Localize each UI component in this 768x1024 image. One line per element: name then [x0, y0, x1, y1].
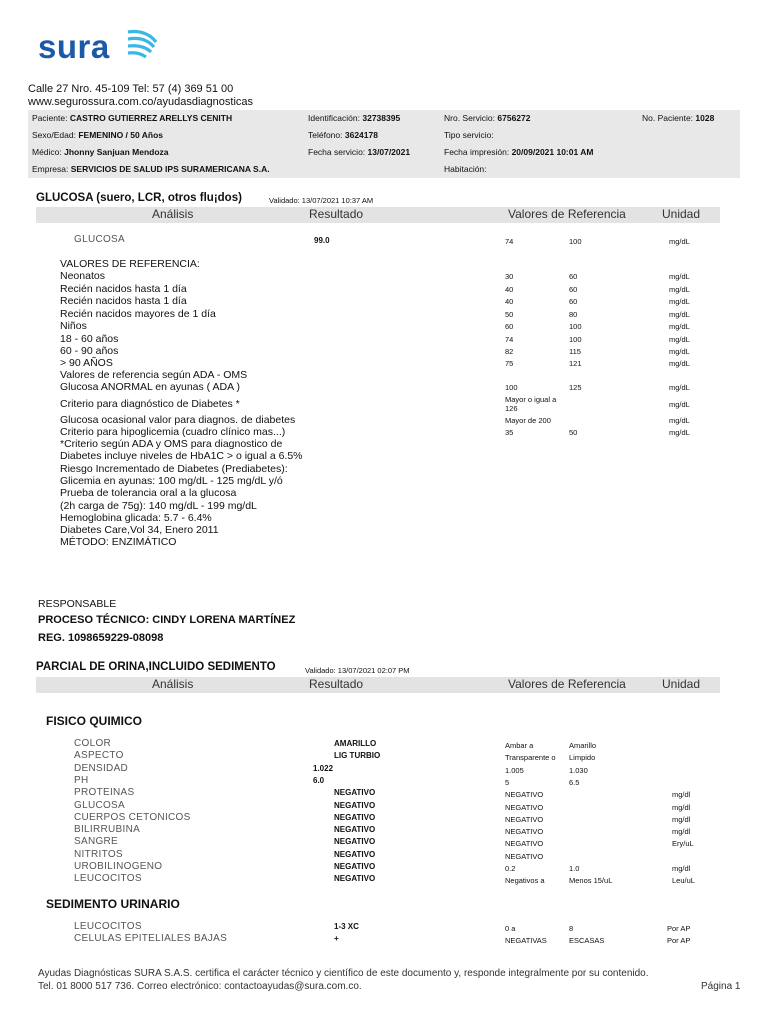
logo-text: sura: [38, 28, 110, 65]
glucosa-ref-max: 100: [569, 237, 582, 246]
fisico-quimico-title: FISICO QUIMICO: [46, 714, 142, 728]
glucosa-header-bar: [36, 207, 720, 223]
ref-row-max: 115: [569, 347, 581, 356]
ref-row-label: > 90 AÑOS: [60, 357, 113, 369]
fq-ref-max: 1.0: [569, 864, 580, 873]
fq-test-name: BILIRRUBINA: [74, 824, 141, 836]
service-number: Nro. Servicio: 6756272: [444, 113, 531, 123]
fq-ref-min: 1.005: [505, 765, 524, 775]
fq-ref-max: 6.5: [569, 777, 580, 787]
fq-result: AMARILLO: [334, 739, 377, 748]
fq-test-name: SANGRE: [74, 836, 119, 848]
sed-result: +: [334, 934, 339, 944]
ref-row-unit: mg/dL: [669, 335, 690, 344]
fq-ref-min: NEGATIVO: [505, 814, 544, 824]
ref-row-unit: mg/dL: [669, 359, 690, 368]
fq-test-name: NITRITOS: [74, 848, 123, 860]
fq-ref-min: NEGATIVO: [505, 827, 544, 837]
sex-age: Sexo/Edad: FEMENINO / 50 Años: [32, 130, 164, 140]
note-line: Glicemia en ayunas: 100 mg/dL - 125 mg/dL y/ó: [60, 474, 283, 487]
ref-row-min: 30: [505, 272, 514, 281]
note-line: Diabetes incluye niveles de HbA1C > o igual a 6.5%: [60, 450, 303, 463]
ref-row-label: Valores de referencia según ADA - OMS: [60, 369, 248, 381]
ref-row-max: 100: [569, 335, 582, 344]
ref-row-max: 121: [569, 359, 582, 368]
fq-unit: Ery/uL: [672, 839, 694, 849]
ref-row-label: 60 - 90 años: [60, 345, 119, 357]
ref-row-label: 18 - 60 años: [60, 333, 119, 345]
patient-id: Identificación: 32738395: [308, 113, 401, 123]
fq-test-name: LEUCOCITOS: [74, 873, 142, 885]
ref-row-min: 60: [505, 322, 514, 331]
glucosa-unit: mg/dL: [669, 237, 690, 246]
header-unidad: Unidad: [662, 677, 701, 691]
ocasional-unit: mg/dL: [669, 416, 690, 425]
fq-ref-min: 5: [505, 777, 510, 787]
ref-row-max: 80: [569, 310, 578, 319]
ref-row-label: Recién nacidos mayores de 1 día: [60, 308, 216, 320]
header-analisis: Análisis: [152, 207, 194, 221]
print-date: Fecha impresión: 20/09/2021 10:01 AM: [444, 147, 594, 157]
note-line: MÉTODO: ENZIMÁTICO: [60, 536, 177, 549]
header-resultado: Resultado: [309, 207, 364, 221]
service-type: Tipo servicio:: [444, 130, 494, 140]
orina-title: PARCIAL DE ORINA,INCLUIDO SEDIMENTO: [36, 661, 276, 673]
fq-ref-min: NEGATIVO: [505, 802, 544, 812]
note-line: *Criterio según ADA y OMS para diagnostico de: [60, 438, 283, 450]
fq-ref-min: NEGATIVO: [505, 790, 544, 800]
criterio-dx-unit: mg/dL: [669, 400, 690, 409]
sura-wave-icon: [126, 26, 160, 66]
address-line-1: Calle 27 Nro. 45-109 Tel: 57 (4) 369 51 00: [28, 83, 234, 95]
ref-row-label: VALORES DE REFERENCIA:: [60, 258, 200, 270]
fq-result: NEGATIVO: [334, 788, 376, 798]
ref-row-max: 60: [569, 272, 578, 281]
ref-row-unit: mg/dL: [669, 322, 690, 331]
sed-test-name: CELULAS EPITELIALES BAJAS: [74, 933, 228, 945]
fq-result: 6.0: [313, 775, 325, 785]
fq-ref-min: Negativos a: [505, 876, 545, 886]
fq-result: NEGATIVO: [334, 862, 376, 871]
fq-result: NEGATIVO: [334, 812, 376, 822]
ref-row-unit: mg/dL: [669, 285, 690, 294]
ocasional-ref: Mayor de 200: [505, 416, 551, 425]
ref-row-min: 50: [505, 310, 514, 319]
ref-row-label: Recién nacidos hasta 1 día: [60, 283, 187, 295]
registro: REG. 1098659229-08098: [38, 632, 164, 644]
sed-result: 1-3 XC: [334, 922, 359, 931]
glucosa-validated: Validado: 13/07/2021 10:37 AM: [269, 196, 374, 205]
ref-row-min: 75: [505, 359, 514, 368]
sed-ref-max: ESCASAS: [569, 936, 605, 946]
fq-test-name: PROTEINAS: [74, 787, 135, 799]
note-line: Hemoglobina glicada: 5.7 - 6.4%: [60, 511, 212, 524]
sed-ref-min: NEGATIVAS: [505, 936, 547, 946]
ref-row-max: 100: [569, 322, 582, 331]
fq-unit: mg/dl: [672, 814, 691, 824]
fq-ref-min: 0.2: [505, 864, 516, 873]
ref-row-min: 100: [505, 383, 518, 392]
page-number: Página 1: [701, 981, 741, 992]
fq-test-name: GLUCOSA: [74, 799, 126, 811]
doctor: Médico: Jhonny Sanjuan Mendoza: [32, 147, 169, 157]
fq-ref-max: Limpido: [569, 753, 596, 763]
fq-result: NEGATIVO: [334, 800, 376, 810]
fq-result: NEGATIVO: [334, 825, 376, 835]
patient-number: No. Paciente: 1028: [642, 113, 715, 123]
responsable-label: RESPONSABLE: [38, 598, 117, 610]
footer-certification: Ayudas Diagnósticas SURA S.A.S. certifica el carácter técnico y científico de este documento y, responde integralmente por su contenido.: [38, 968, 649, 979]
note-line: Prueba de tolerancia oral a la glucosa: [60, 487, 237, 500]
ref-row-max: 125: [569, 383, 582, 392]
ref-row-label: Glucosa ANORMAL en ayunas ( ADA ): [60, 381, 240, 393]
fq-ref-min: NEGATIVO: [505, 839, 544, 849]
fq-ref-min: NEGATIVO: [505, 851, 544, 861]
fq-ref-max: 1.030: [569, 765, 588, 775]
criterio-dx-label: Criterio para diagnóstico de Diabetes *: [60, 398, 240, 410]
fq-result: NEGATIVO: [334, 837, 376, 847]
sed-unit: Por AP: [667, 936, 691, 946]
ref-row-min: 74: [505, 335, 514, 344]
glucosa-result: 99.0: [314, 236, 330, 245]
header-unidad: Unidad: [662, 207, 701, 221]
ref-row-unit: mg/dL: [669, 347, 690, 356]
note-line: (2h carga de 75g): 140 mg/dL - 199 mg/dL: [60, 499, 257, 512]
fq-result: 1.022: [313, 763, 334, 773]
glucosa-title: GLUCOSA (suero, LCR, otros flu¡dos): [36, 192, 242, 204]
sed-ref-min: 0 a: [505, 924, 516, 933]
ref-row-label: Recién nacidos hasta 1 día: [60, 295, 187, 307]
note-line: Diabetes Care,Vol 34, Enero 2011: [60, 524, 219, 537]
header-resultado: Resultado: [309, 677, 364, 691]
phone: Teléfono: 3624178: [308, 130, 378, 140]
ref-row-unit: mg/dL: [669, 272, 690, 281]
fq-unit: Leu/uL: [672, 876, 695, 886]
sed-test-name: LEUCOCITOS: [74, 921, 142, 932]
ref-row-min: 40: [505, 297, 514, 306]
ref-row-max: 60: [569, 297, 578, 306]
fq-test-name: CUERPOS CETONICOS: [74, 811, 191, 823]
patient-info-box: [28, 110, 740, 178]
ref-row-unit: mg/dL: [669, 310, 690, 319]
sed-unit: Por AP: [667, 924, 691, 933]
ref-row-max: 60: [569, 285, 578, 294]
header-valores: Valores de Referencia: [508, 207, 626, 221]
fq-unit: mg/dl: [672, 790, 691, 800]
glucosa-ref-min: 74: [505, 237, 514, 246]
fq-unit: mg/dl: [672, 864, 691, 873]
address-line-2: www.segurossura.com.co/ayudasdiagnosticas: [28, 96, 254, 108]
fq-unit: mg/dl: [672, 827, 691, 837]
hipo-label: Criterio para hipoglicemia (cuadro clínico mas...): [60, 426, 286, 438]
fq-test-name: COLOR: [74, 738, 112, 749]
ocasional-label: Glucosa ocasional valor para diagnos. de diabetes: [60, 414, 296, 426]
fq-result: LIG TURBIO: [334, 751, 381, 761]
fq-result: NEGATIVO: [334, 874, 376, 884]
fq-result: NEGATIVO: [334, 849, 376, 859]
fq-ref-min: Transparente o: [505, 753, 556, 763]
header-valores: Valores de Referencia: [508, 677, 626, 691]
fq-ref-min: Ambar a: [505, 741, 534, 750]
patient-name: Paciente: CASTRO GUTIERREZ ARELLYS CENITH: [32, 113, 233, 123]
sed-ref-max: 8: [569, 924, 574, 933]
note-line: Riesgo Incrementado de Diabetes (Prediabetes):: [60, 462, 288, 475]
footer-contact: Tel. 01 8000 517 736. Correo electrónico: contactoayudas@sura.com.co.: [38, 981, 362, 992]
fq-ref-max: Amarillo: [569, 741, 597, 750]
service-date: Fecha servicio: 13/07/2021: [308, 147, 411, 157]
ref-row-unit: mg/dL: [669, 383, 690, 392]
fq-test-name: ASPECTO: [74, 750, 124, 762]
ref-row-min: 82: [505, 347, 514, 356]
fq-unit: mg/dl: [672, 802, 691, 812]
criterio-dx-ref-1: Mayor o igual a: [505, 395, 557, 404]
sedimento-title: SEDIMENTO URINARIO: [46, 897, 180, 911]
hipo-ref-min: 35: [505, 428, 514, 437]
ref-row-min: 40: [505, 285, 514, 294]
ref-row-label: Niños: [60, 320, 87, 332]
company: Empresa: SERVICIOS DE SALUD IPS SURAMERICANA S.A.: [32, 164, 270, 174]
criterio-dx-ref-2: 126: [505, 404, 518, 413]
orina-header-bar: [36, 677, 720, 693]
ref-row-label: Neonatos: [60, 270, 105, 282]
room: Habitación:: [444, 164, 487, 174]
sura-logo: [38, 28, 110, 66]
header-analisis: Análisis: [152, 677, 194, 691]
hipo-ref-max: 50: [569, 428, 578, 437]
fq-ref-max: Menos 15/uL: [569, 876, 613, 886]
fq-test-name: UROBILINOGENO: [74, 861, 163, 872]
fq-test-name: PH: [74, 774, 89, 786]
hipo-unit: mg/dL: [669, 428, 690, 437]
ref-row-unit: mg/dL: [669, 297, 690, 306]
proceso-tecnico: PROCESO TÉCNICO: CINDY LORENA MARTÍNEZ: [38, 614, 296, 626]
fq-test-name: DENSIDAD: [74, 762, 129, 774]
glucosa-test-name: GLUCOSA: [74, 234, 126, 245]
orina-validated: Validado: 13/07/2021 02:07 PM: [305, 666, 410, 675]
